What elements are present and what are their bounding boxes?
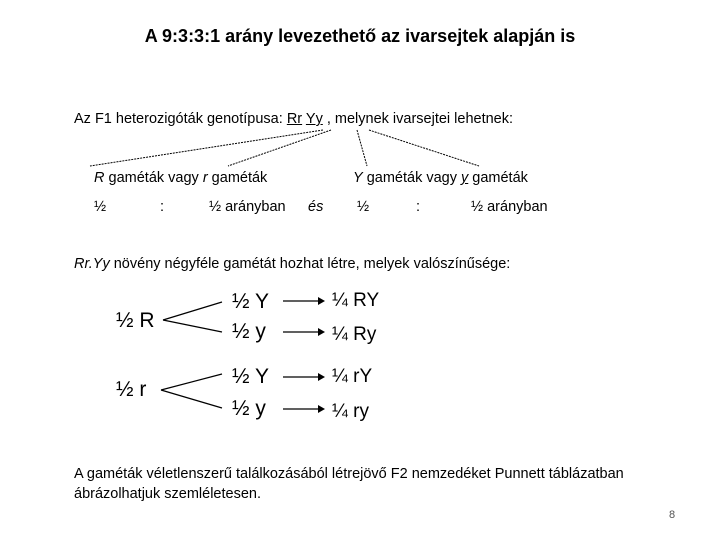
arrow-head-2 [318,328,325,336]
connector-yy-right [369,130,479,166]
gametes-text-b: gaméták [207,170,268,186]
connector-rr-left [90,130,323,166]
branch-R-Y [163,302,222,320]
rryy-rest: növény négyféle gamétát hozhat létre, melyek valószínűsége: [109,256,511,272]
branch-R-y [163,320,222,332]
gametes-text-d: gaméták [468,170,528,186]
conclusion-line-1: A gaméták véletlenszerű találkozásából létrejövő F2 nemzedéket Punnett táblázatban [74,466,624,482]
f1-sentence-suffix: , melynek ivarsejtei lehetnek: [322,111,514,127]
gametes-rr-line [94,170,267,186]
rryy-italic: Rr.Yy [74,256,110,272]
gamete-r-label: r [202,170,208,186]
arrow-head-4 [318,405,325,413]
slide-title: A 9:3:3:1 arány levezethető az ivarsejtek alapján is [144,26,576,46]
tree-quarter-Ry: ¼ Ry [332,324,377,345]
tree-half-y-1: ½ y [232,320,266,343]
gametes-text-c: gaméták vagy [362,170,461,186]
ratio-half-1: ½ [94,199,107,215]
ratio-half-arányban-1: ½ arányban [209,199,286,215]
gametes-text-a: gaméták vagy [104,170,203,186]
tree-half-R: ½ R [116,309,155,332]
tree-quarter-rY: ¼ rY [332,366,373,387]
ratio-colon-1: : [160,199,165,215]
ratio-colon-2: : [416,199,421,215]
tree-half-Y-1: ½ Y [232,290,269,313]
branch-r-y [161,390,222,408]
gamete-R-label: R [94,170,105,186]
rryy-sentence [74,256,510,272]
branch-r-Y [161,374,222,390]
genotype-yy: Yy [305,111,323,127]
connector-rr-right [228,130,331,166]
tree-half-r: ½ r [116,378,147,401]
arrow-head-1 [318,297,325,305]
arrow-head-3 [318,373,325,381]
connector-yy-left [357,130,367,166]
tree-half-Y-2: ½ Y [232,365,269,388]
f1-sentence-prefix: Az F1 heterozigóták genotípusa: [74,111,287,127]
ratio-half-arányban-2: ½ arányban [471,199,548,215]
tree-half-y-2: ½ y [232,397,266,420]
genotype-rr: Rr [286,111,303,127]
gamete-y-label: y [461,170,469,186]
ratio-half-2: ½ [357,199,370,215]
gametes-yy-line [353,170,528,186]
tree-quarter-RY: ¼ RY [332,290,380,311]
tree-quarter-ry: ¼ ry [332,401,369,422]
page-number: 8 [669,509,676,521]
gamete-Y-label: Y [353,170,363,186]
ratio-and: és [308,199,324,215]
conclusion-line-2: ábrázolhatjuk szemléletesen. [74,486,261,502]
